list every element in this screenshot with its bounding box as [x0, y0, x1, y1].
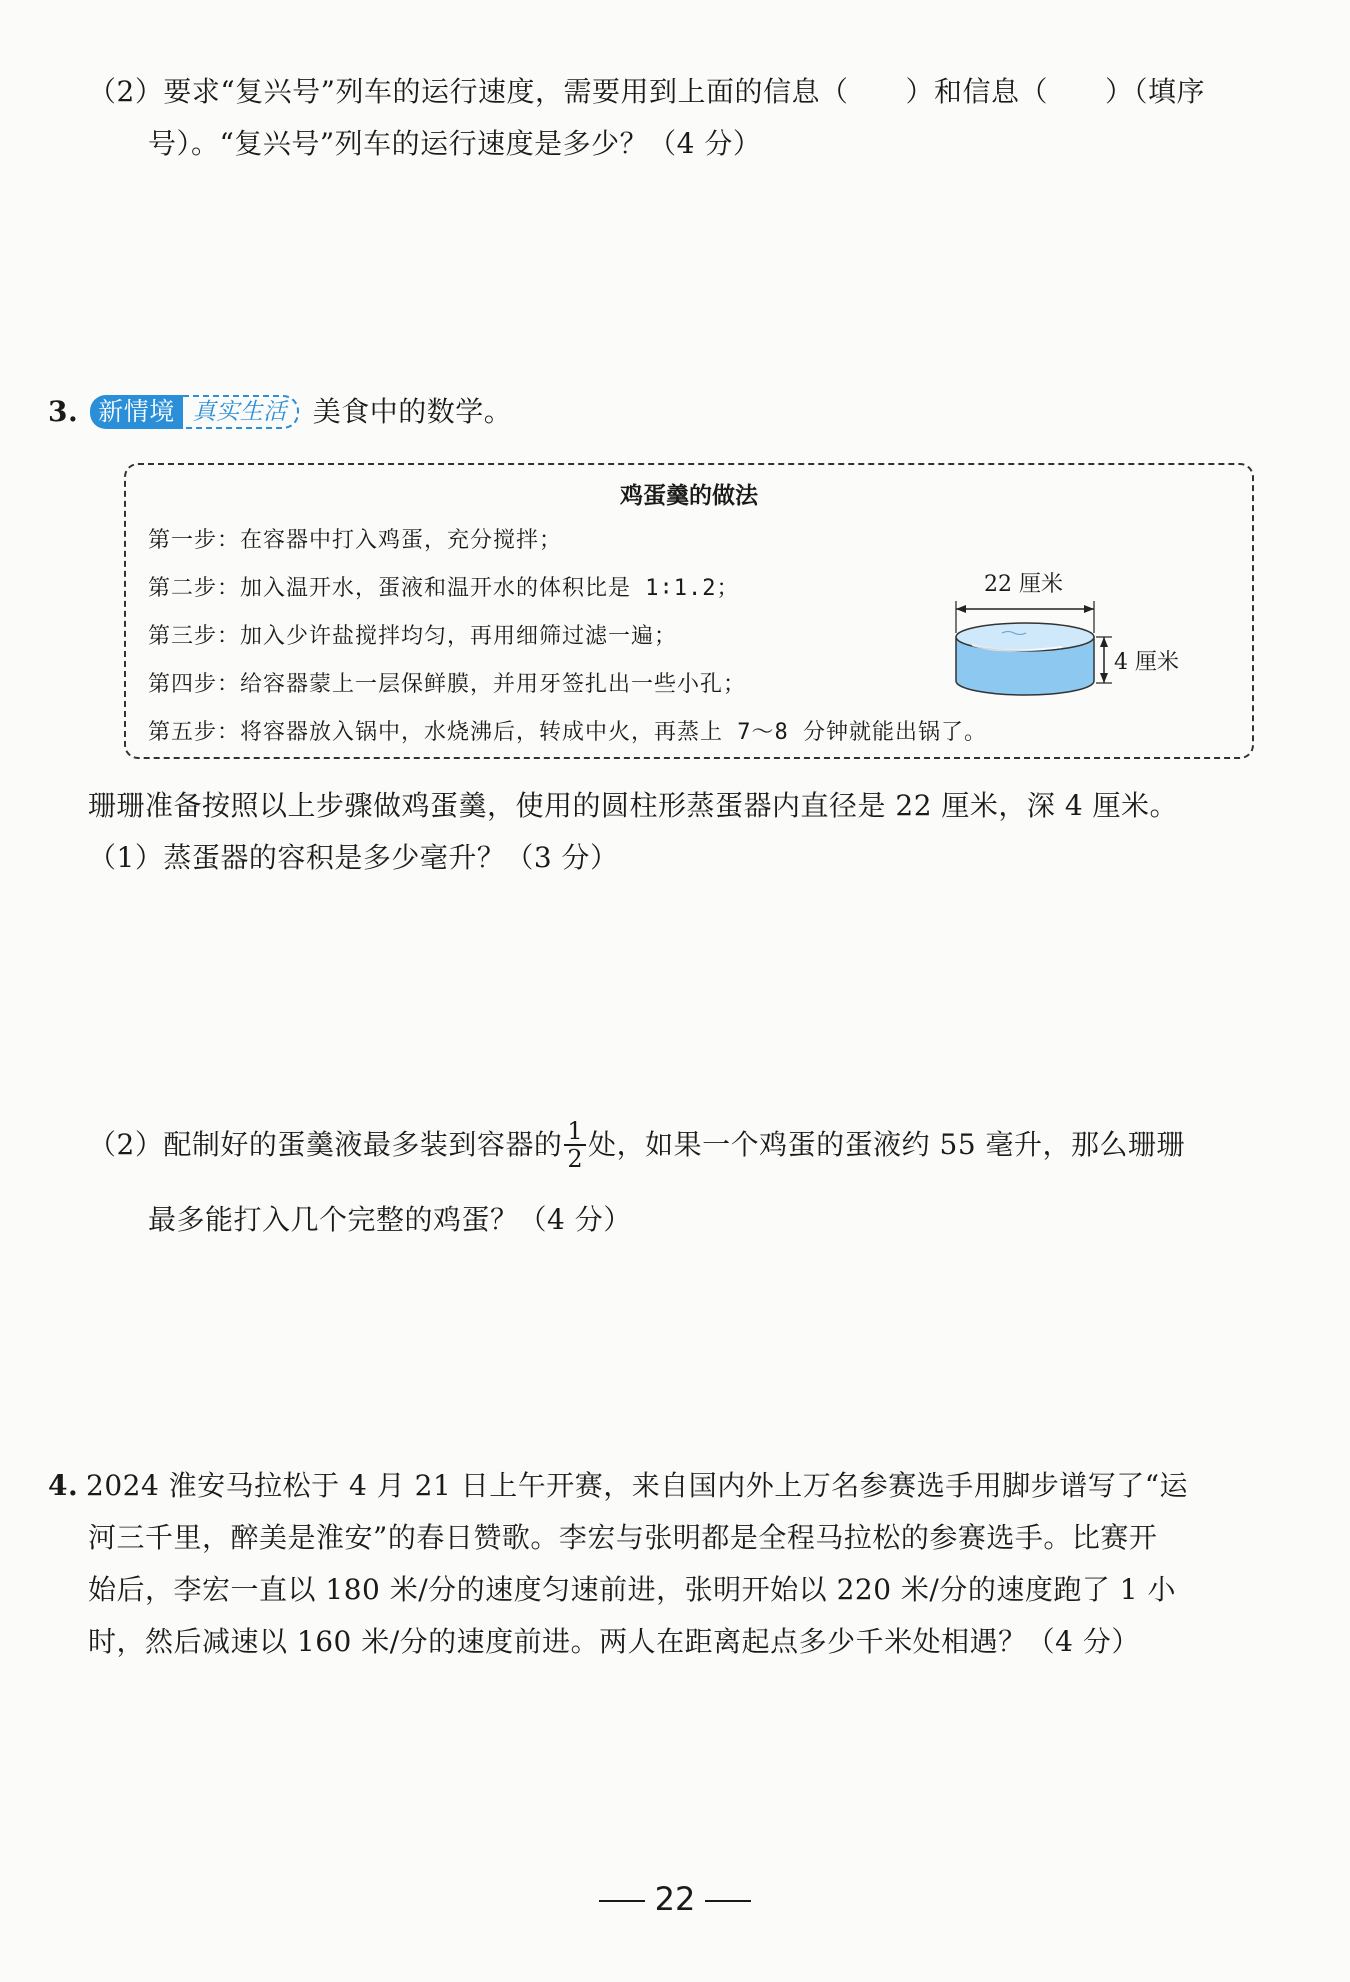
- page-number-dash-right: [705, 1900, 751, 1902]
- page-number-value: 22: [654, 1880, 696, 1918]
- page-number: [0, 1880, 1350, 1918]
- recipe-step-3: 第三步：加入少许盐搅拌均匀，再用细筛过滤一遍；: [148, 624, 678, 649]
- page-number-dash-left: [599, 1900, 645, 1902]
- badge-sub-label: 真实生活: [183, 395, 299, 429]
- q3-part1: （1）蒸蛋器的容积是多少毫升？（3 分）: [88, 841, 619, 874]
- recipe-step-2: 第二步：加入温开水，蛋液和温开水的体积比是 1∶1.2；: [148, 576, 740, 601]
- q4-line3: 始后，李宏一直以 180 米/分的速度匀速前进，张明开始以 220 米/分的速度跑了 1 小: [88, 1573, 1176, 1606]
- q3-part2-line2: 最多能打入几个完整的鸡蛋？（4 分）: [148, 1203, 632, 1236]
- recipe-title: 鸡蛋羹的做法: [620, 483, 758, 509]
- q3-part2-after: 处，如果一个鸡蛋的蛋液约 55 毫升，那么珊珊: [588, 1128, 1186, 1161]
- situation-badge: [90, 395, 299, 429]
- badge-main-label: 新情境: [90, 395, 183, 429]
- fraction-numerator: 1: [564, 1118, 586, 1146]
- q4-line4: 时，然后减速以 160 米/分的速度前进。两人在距离起点多少千米处相遇？（4 分）: [88, 1625, 1140, 1658]
- q3-header: [48, 392, 512, 432]
- recipe-step-4: 第四步：给容器蒙上一层保鲜膜，并用牙签扎出一些小孔；: [148, 672, 747, 697]
- q2-part2-line1: （2）要求“复兴号”列车的运行速度，需要用到上面的信息（ ）和信息（ ）（填序: [88, 75, 1205, 108]
- q3-part2-before: （2）配制好的蛋羹液最多装到容器的: [88, 1128, 563, 1161]
- diameter-label: 22 厘米: [984, 572, 1063, 597]
- q4-line2: 河三千里，醉美是淮安”的春日赞歌。李宏与张明都是全程马拉松的参赛选手。比赛开: [88, 1521, 1158, 1554]
- q3-part2-line1: [88, 1118, 1185, 1172]
- recipe-box: [124, 463, 1254, 759]
- q3-intro: 珊珊准备按照以上步骤做鸡蛋羹，使用的圆柱形蒸蛋器内直径是 22 厘米，深 4 厘米。: [88, 789, 1179, 822]
- q4-line1: 2024 淮安马拉松于 4 月 21 日上午开赛，来自国内外上万名参赛选手用脚步谱写了“运: [86, 1469, 1189, 1502]
- fraction-denominator: 2: [567, 1145, 584, 1173]
- q3-number: 3.: [48, 395, 79, 428]
- recipe-step-5: 第五步：将容器放入锅中，水烧沸后，转成中火，再蒸上 7～8 分钟就能出锅了。: [148, 720, 987, 745]
- depth-label: 4 厘米: [1114, 650, 1179, 675]
- q2-part2-line2: 号）。“复兴号”列车的运行速度是多少？（4 分）: [148, 127, 762, 160]
- recipe-step-1: 第一步：在容器中打入鸡蛋，充分搅拌；: [148, 528, 563, 553]
- q3-title: 美食中的数学。: [312, 395, 513, 428]
- q4-line1-row: [48, 1466, 1188, 1506]
- fraction-one-half: [564, 1118, 586, 1172]
- cylinder-figure: [942, 572, 1202, 719]
- q4-number: 4.: [48, 1469, 79, 1502]
